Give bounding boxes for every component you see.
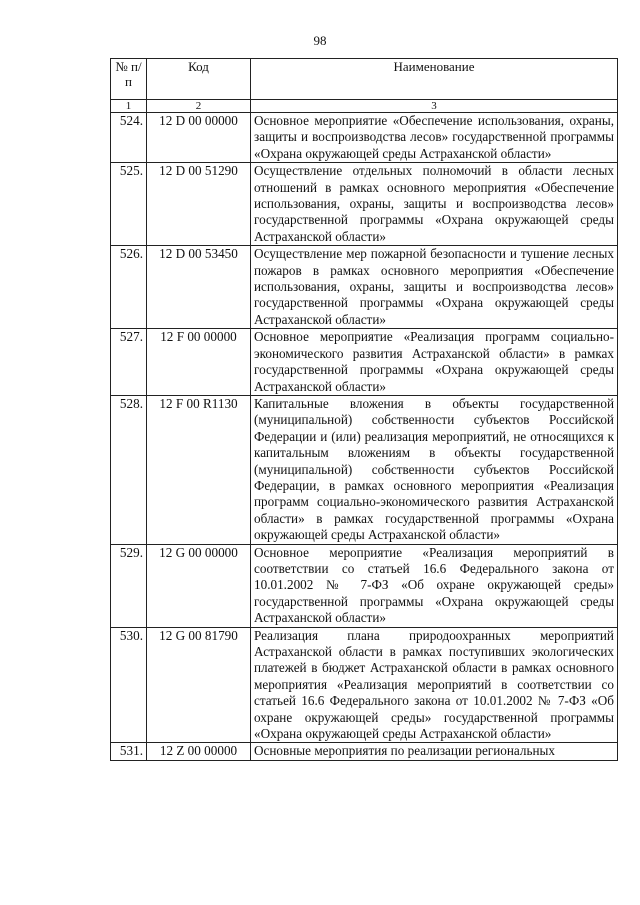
header-name: Наименование	[251, 59, 618, 100]
row-code: 12 D 00 53450	[147, 246, 251, 329]
row-number: 528.	[111, 395, 147, 544]
row-number: 529.	[111, 544, 147, 627]
table-row	[111, 395, 618, 544]
row-name: Основное мероприятие «Реализация программ социально-экономического развития Астраханской области» в рамках государственной программы «Охрана окружающей среды Астраханской области»	[251, 329, 618, 396]
row-code: 12 G 00 81790	[147, 627, 251, 743]
row-name: Капитальные вложения в объекты государственной (муниципальной) собственности субъектов Российской Федерации и (или) реализация мероприятий, не относящихся к капитальным вложениям в объекты государственной (муниципальной) собственности субъектов Российской Федерации, в рамках основного мероприятия «Реализация программ социально-экономического развития Астраханской области» в рамках государственной программы «Охрана окружающей среды Астраханской области»	[251, 395, 618, 544]
row-number: 525.	[111, 163, 147, 246]
row-name: Осуществление отдельных полномочий в области лесных отношений в рамках основного мероприятия «Обеспечение использования, охраны, защиты и воспроизводства лесов» государственной программы «Охрана окружающей среды Астраханской области»	[251, 163, 618, 246]
row-code: 12 D 00 00000	[147, 113, 251, 163]
header-code: Код	[147, 59, 251, 100]
row-number: 524.	[111, 113, 147, 163]
column-number-3: 3	[251, 100, 618, 113]
header-num: № п/п	[111, 59, 147, 100]
table-row	[111, 163, 618, 246]
row-code: 12 Z 00 00000	[147, 743, 251, 760]
table-row	[111, 743, 618, 760]
table-row	[111, 544, 618, 627]
row-number: 531.	[111, 743, 147, 760]
row-number: 527.	[111, 329, 147, 396]
table-row	[111, 627, 618, 743]
column-number-2: 2	[147, 100, 251, 113]
row-number: 526.	[111, 246, 147, 329]
row-name: Основное мероприятие «Обеспечение использования, охраны, защиты и воспроизводства лесов» государственной программы «Охрана окружающей среды Астраханской области»	[251, 113, 618, 163]
row-code: 12 G 00 00000	[147, 544, 251, 627]
row-code: 12 F 00 00000	[147, 329, 251, 396]
row-code: 12 D 00 51290	[147, 163, 251, 246]
table-row	[111, 329, 618, 396]
table-row	[111, 246, 618, 329]
row-name: Основное мероприятие «Реализация мероприятий в соответствии со статьей 16.6 Федерального закона от 10.01.2002 № 7-ФЗ «Об охране окружающей среды» государственной программы «Охрана окружающей среды Астраханской области»	[251, 544, 618, 627]
row-name: Осуществление мер пожарной безопасности и тушение лесных пожаров в рамках основного мероприятия «Обеспечение использования, охраны, защиты и воспроизводства лесов» государственной программы «Охрана окружающей среды Астраханской области»	[251, 246, 618, 329]
table-row	[111, 113, 618, 163]
row-code: 12 F 00 R1130	[147, 395, 251, 544]
column-number-1: 1	[111, 100, 147, 113]
column-numbers-row	[111, 100, 618, 113]
row-name: Основные мероприятия по реализации региональных	[251, 743, 618, 760]
page-number: 98	[313, 33, 327, 48]
document-table	[110, 58, 618, 761]
table-header-row	[111, 59, 618, 100]
row-number: 530.	[111, 627, 147, 743]
row-name: Реализация плана природоохранных мероприятий Астраханской области в рамках поступивших экологических платежей в бюджет Астраханской области в рамках основного мероприятия «Реализация мероприятий в соответствии со статьей 16.6 Федерального закона от 10.01.2002 № 7-ФЗ «Об охране окружающей среды» государственной программы «Охрана окружающей среды Астраханской области»	[251, 627, 618, 743]
